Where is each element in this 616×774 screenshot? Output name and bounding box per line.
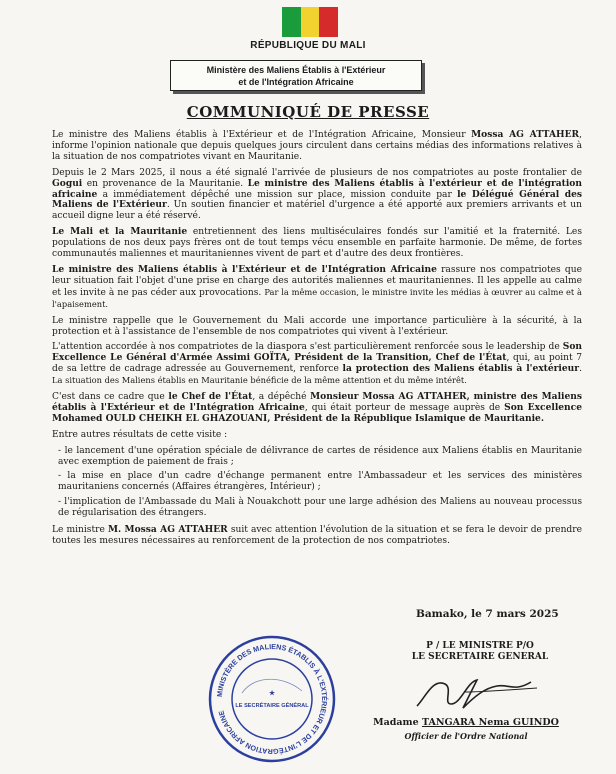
secretary-label: LE SECRETAIRE GENERAL (411, 652, 549, 662)
handwritten-signature (405, 658, 545, 718)
paragraph-8: Entre autres résultats de cette visite : (52, 429, 228, 440)
paragraph-3: Le Mali et la Mauritanie entretiennent des liens multiséculaires fondés sur l'amitié et la fraternité. Les populations de nos deux pays frères ont de tout temps vécu ensemble en parfaite harmonie. De même, de fortes communautés maliennes et mauritaniennes vivent de part et d'autre des deux frontières. (52, 226, 582, 260)
document-title-text: COMMUNIQUÉ DE PRESSE (186, 103, 430, 121)
list-item: - la mise en place d'un cadre d'échange permanent entre l'Ambassadeur et les services des ministères mauritaniens concernés (Affaires étrangères, Intérieur) ; (58, 471, 582, 493)
signatory-distinction: Officier de l'Ordre National (404, 731, 528, 741)
svg-text:LE SECRÉTAIRE GÉNÉRAL: LE SECRÉTAIRE GÉNÉRAL (235, 703, 309, 709)
list-item: - le lancement d'une opération spéciale de délivrance de cartes de résidence aux Maliens établis en Mauritanie avec exemption de paiement de frais ; (58, 445, 582, 467)
mali-flag (282, 7, 338, 37)
flag-stripe-yellow (301, 7, 320, 37)
paragraph-2: Depuis le 2 Mars 2025, il nous a été signalé l'arrivée de plusieurs de nos compatriotes au poste frontalier de Gogui en provenance de la Mauritanie. Le ministre des Maliens établis à l'extérieur et de l'intégration africaine a immédiatement dépêché une mission sur place, mission conduite par le Délégué Général des Maliens de l'Extérieur. Un soutien financier et matériel d'urgence a été apporté aux premiers arrivants et un accueil digne leur a été réservé. (52, 167, 582, 222)
document-title (0, 103, 616, 121)
signatory-name: Madame TANGARA Nema GUINDO (373, 717, 559, 728)
official-seal-icon (206, 633, 338, 765)
document-date: Bamako, le 7 mars 2025 (416, 608, 559, 620)
ministry-box (170, 60, 422, 91)
document-body (52, 130, 582, 552)
results-list (52, 446, 582, 519)
paragraph-7: C'est dans ce cadre que le Chef de l'État, a dépêché Monsieur Mossa AG ATTAHER, ministre des Maliens établis à l'Extérieur et de l'Intégration Africaine, qui était porteur de message auprès de Son Excellence Mohamed OULD CHEIKH EL GHAZOUANI, Président de la République Islamique de Mauritanie. (52, 391, 582, 424)
flag-stripe-green (282, 7, 301, 37)
ministry-line-1: Ministère des Maliens Établis à l'Extérieur (206, 65, 386, 75)
paragraph-5: Le ministre rappelle que le Gouvernement du Mali accorde une importance particulière à la sécurité, à la protection et à l'assistance de l'ensemble de nos compatriotes qui vivent à l'extérieur. (52, 315, 582, 337)
paragraph-9: Le ministre M. Mossa AG ATTAHER suit avec attention l'évolution de la situation et se fera le devoir de prendre toutes les mesures nécessaires au renforcement de la protection de nos compatriotes. (52, 524, 582, 546)
paragraph-6: L'attention accordée à nos compatriotes de la diaspora s'est particulièrement renforcée sous le leadership de Son Excellence Le Général d'Armée Assimi GOÏTA, Président de la Transition, Chef de l'État, qui, au point 7 de sa lettre de cadrage adressée au Gouvernement, renforce la protection des Maliens établis à l'extérieur. La situation des Maliens établis en Mauritanie bénéficie de la même attention et du même intérêt. (52, 341, 582, 386)
ministry-line-2: et de l'Intégration Africaine (238, 77, 354, 87)
paragraph-4: Le ministre des Maliens établis à l'Extérieur et de l'Intégration Africaine rassure nos compatriotes que leur situation fait l'objet d'une prise en charge des autorités maliennes et mauritaniennes. Il les appelle au calme et les invite à ne pas céder aux provocations. Par la même occasion, le ministre invite les médias à œuvrer au calme et à l'apaisement. (52, 263, 582, 309)
svg-text:★: ★ (269, 690, 275, 697)
republic-heading: RÉPUBLIQUE DU MALI (250, 40, 366, 51)
for-minister-label: P / LE MINISTRE P/O (426, 641, 534, 651)
paragraph-1: Le ministre des Maliens établis à l'Extérieur et de l'Intégration Africaine, Monsieur Mossa AG ATTAHER, informe l'opinion nationale que depuis quelques jours circulent dans certains médias des informations relatives à la situation de nos compatriotes vivant en Mauritanie. (52, 129, 582, 162)
flag-stripe-red (319, 7, 338, 37)
list-item: - l'implication de l'Ambassade du Mali à Nouakchott pour une large adhésion des Maliens au nouveau processus de régularisation des étrangers. (58, 497, 582, 519)
svg-text:MINISTÈRE DES MALIENS ÉTABLIS: MINISTÈRE DES MALIENS ÉTABLIS À L'EXTÉRIEUR ET DE L'INTÉGRATION AFRICAINE (214, 641, 330, 757)
